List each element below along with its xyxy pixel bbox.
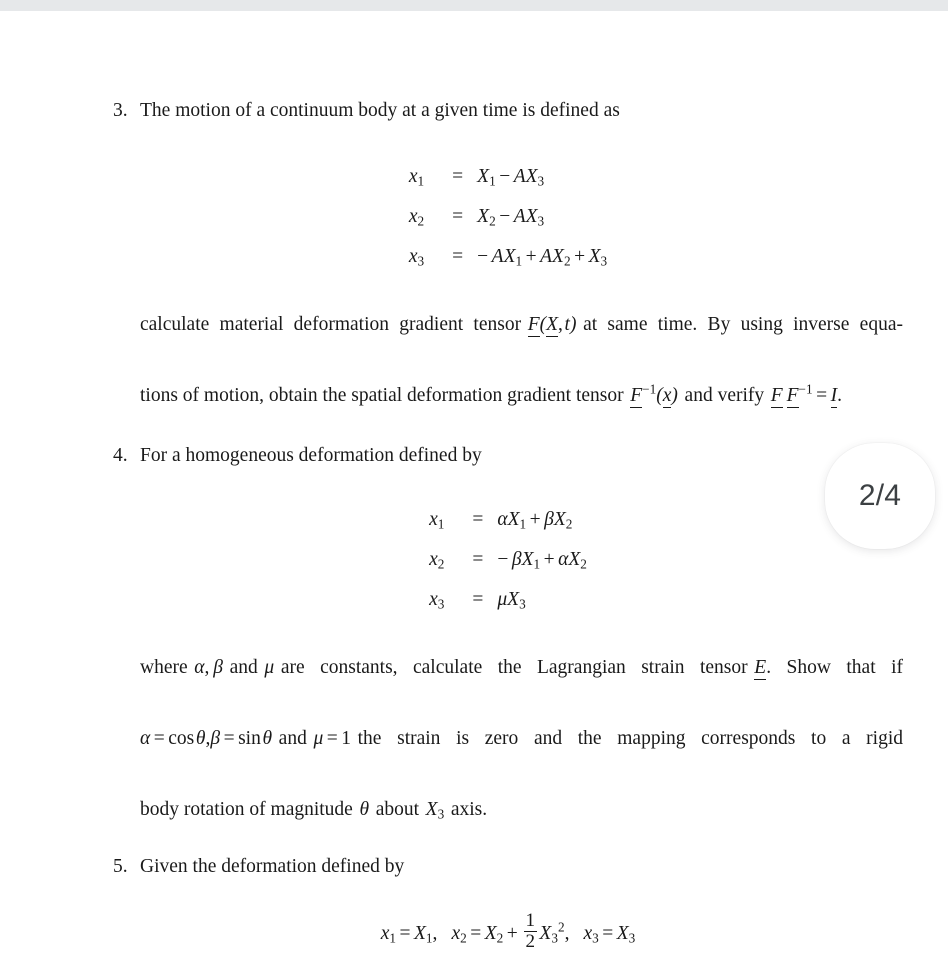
equation-lhs: $x_3$ <box>408 246 425 269</box>
math-theta: θ <box>359 798 370 820</box>
math-F-Finv-identity: F $F^{-1} = I$ <box>770 381 838 406</box>
equation-relation: = <box>452 206 464 227</box>
equation-5-inline: $x_1 = X_1$, $x_2 = X_2$ + $\frac{1}{2}$ $X_3^2$, $x_3 = X_3$ <box>380 910 636 953</box>
math-alpha-beta: α, β <box>194 656 224 678</box>
problem-5-marker: 5. <box>113 856 128 877</box>
equation-relation: = <box>472 548 484 570</box>
fraction-one-half: $\frac{1}{2}$ <box>525 910 536 953</box>
equation-rhs: $\alpha X_1 + \beta X_2$ <box>497 508 573 532</box>
problem-item-3 <box>113 101 903 121</box>
problem-4-body-line-2: α = cos θ,β = sin θ and μ = 1 the strain is zero and the mapping corresponds to a rigid <box>140 727 903 749</box>
equation-lhs: $x_1$ <box>429 508 445 532</box>
math-F-inverse-x: $F^{-1}(x)$ <box>630 381 678 406</box>
problem-5-stem: Given the deformation defined by <box>140 856 405 877</box>
document-content <box>113 101 903 955</box>
problem-4-body <box>140 650 903 828</box>
equation-rhs: $X_1 - AX_3$ <box>477 166 545 189</box>
problem-4-body-line-1: where α, β and μ are constants, calculate the Lagrangian strain tensor E. Show that if <box>140 656 903 678</box>
document-page <box>0 11 948 953</box>
equation-rhs: − $AX_1 + AX_2 + X_3$ <box>477 246 608 269</box>
equation-row <box>409 157 607 197</box>
page-indicator-label: 2/4 <box>858 479 902 512</box>
equation-lhs: $x_3$ <box>429 588 445 612</box>
problem-3-marker: 3. <box>113 100 128 121</box>
equation-rhs: − $\beta X_1 + \alpha X_2$ <box>497 548 587 572</box>
equation-block-4 <box>429 500 587 620</box>
equation-block-3 <box>409 157 607 277</box>
equation-lhs: $x_2$ <box>408 206 425 229</box>
equation-relation: = <box>472 588 484 610</box>
math-E-tensor: E <box>754 656 767 678</box>
equation-row <box>429 540 587 580</box>
problem-4-stem: For a homogeneous deformation defined by <box>140 444 482 466</box>
equation-row <box>429 580 587 620</box>
math-mu: μ <box>264 656 275 678</box>
equation-rhs: $\mu X_3$ <box>497 588 526 612</box>
window-top-band <box>0 0 948 11</box>
problem-item-4 <box>113 446 903 466</box>
equation-relation: = <box>452 166 464 187</box>
problem-3-body-line-2: tions of motion, obtain the spatial deformation gradient tensor $F^{-1}(x)$ and verify F $F^{-1} = I$. <box>140 381 842 406</box>
equation-row <box>429 500 587 540</box>
equation-lhs: $x_2$ <box>429 548 445 572</box>
page-indicator-badge[interactable] <box>825 443 935 549</box>
problem-item-5 <box>113 857 903 877</box>
equation-rhs: $X_2 - AX_3$ <box>477 206 545 229</box>
math-F-X-t: F(X, t) <box>527 314 577 335</box>
math-mu-equals-one: μ = 1 <box>313 727 351 749</box>
equation-relation: = <box>452 246 464 267</box>
problem-3-body <box>140 307 903 414</box>
problem-4-body-line-3: body rotation of magnitude θ about $X_3$ axis. <box>140 798 488 822</box>
problem-4-marker: 4. <box>113 444 128 466</box>
equation-relation: = <box>472 508 484 530</box>
math-alpha-cos-beta-sin: α = cos θ,β = sin θ <box>140 727 273 749</box>
equation-row <box>409 197 607 237</box>
equation-lhs: $x_1$ <box>408 166 425 189</box>
problem-3-stem: The motion of a continuum body at a given time is defined as <box>140 100 620 121</box>
equation-row <box>409 237 607 277</box>
equation-block-5 <box>113 910 903 955</box>
math-X3-axis: $X_3$ <box>425 798 445 822</box>
problem-3-body-line-1: calculate material deformation gradient tensor F(X, t) at same time. By using inverse equa- <box>140 314 903 335</box>
